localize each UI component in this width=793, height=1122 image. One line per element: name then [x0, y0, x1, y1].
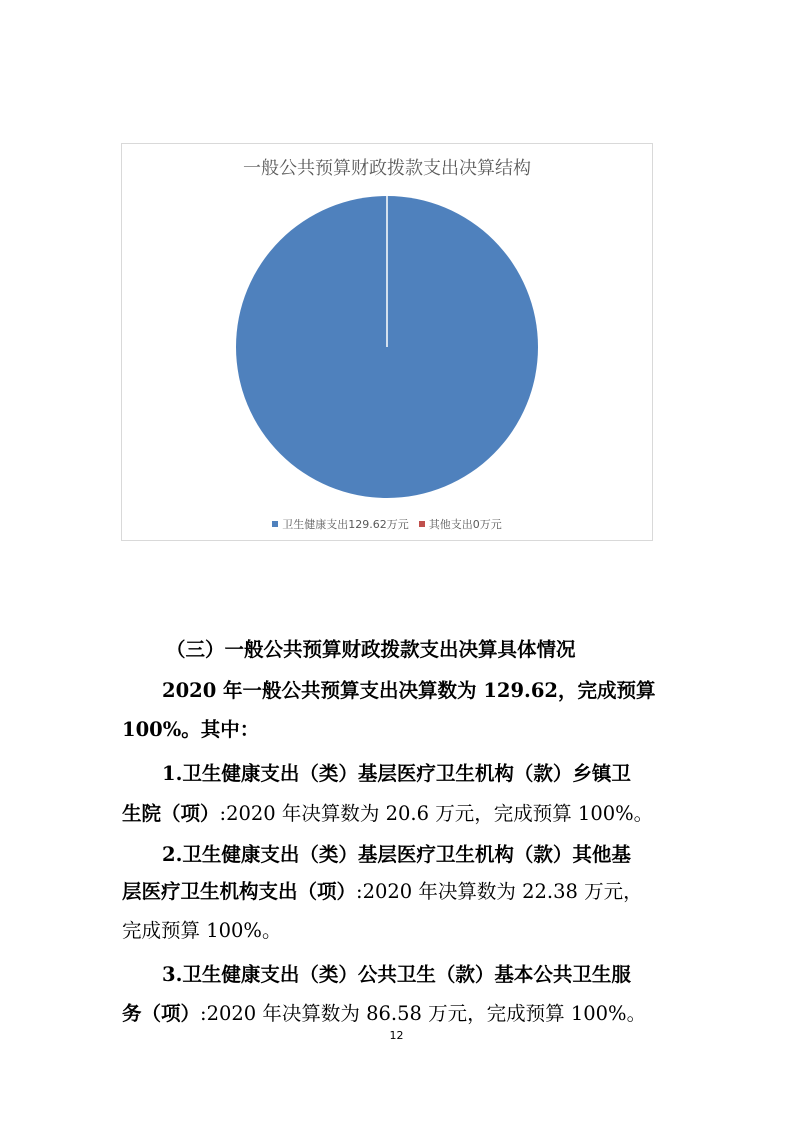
item1-line-2	[122, 794, 677, 834]
item3-label: 务（项）	[122, 1002, 201, 1025]
pie-chart	[121, 143, 653, 541]
item3-line-1: 3.卫生健康支出（类）公共卫生（款）基本公共卫生服	[162, 963, 631, 986]
intro-line-1: 2020 年一般公共预算支出决算数为 129.62，完成预算	[162, 679, 656, 702]
legend-label: 卫生健康支出129.62万元	[282, 518, 409, 531]
item2-value: :2020 年决算数为 22.38 万元，	[356, 880, 643, 903]
legend-item	[419, 516, 502, 532]
chart-title: 一般公共预算财政拨款支出决算结构	[243, 158, 531, 179]
item2-line-3: 完成预算 100%。	[122, 919, 282, 942]
chart-legend	[122, 516, 652, 532]
item2-line-2	[122, 872, 677, 912]
legend-item	[272, 516, 409, 532]
item1-line-1: 1.卫生健康支出（类）基层医疗卫生机构（款）乡镇卫	[162, 762, 631, 785]
legend-label: 其他支出0万元	[428, 518, 502, 531]
legend-swatch	[272, 521, 278, 527]
item3-value: :2020 年决算数为 86.58 万元，完成预算 100%。	[200, 1002, 647, 1025]
pie-chart-canvas	[122, 144, 652, 540]
item2-line-1: 2.卫生健康支出（类）基层医疗卫生机构（款）其他基	[162, 843, 631, 866]
item1-value: :2020 年决算数为 20.6 万元，完成预算 100%。	[219, 802, 654, 825]
page-number: 12	[389, 1029, 404, 1042]
intro-line-2: 100%。其中：	[122, 718, 260, 741]
item2-label: 层医疗卫生机构支出（项）	[122, 880, 357, 903]
section-heading: （三）一般公共预算财政拨款支出决算具体情况	[166, 638, 576, 661]
item1-label: 生院（项）	[122, 802, 220, 825]
item3-line-2	[122, 994, 677, 1034]
legend-swatch	[419, 521, 425, 527]
